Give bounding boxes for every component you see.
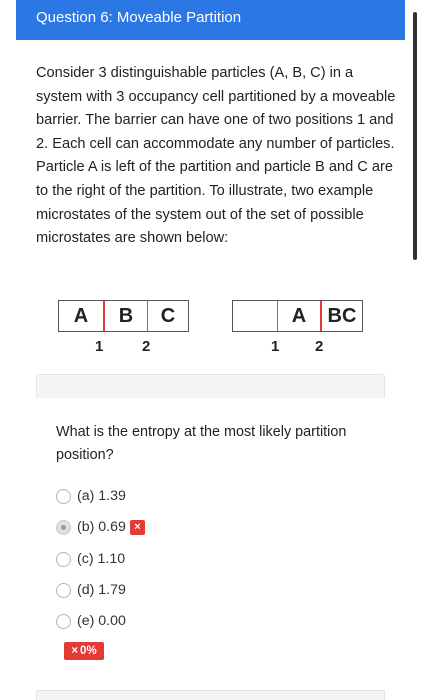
part-header-bar <box>36 374 385 398</box>
position-label-2: 2 <box>142 338 151 355</box>
cell-left: A <box>73 304 89 327</box>
position-label-1: 1 <box>271 338 280 355</box>
score-badge <box>64 642 104 660</box>
radio-button[interactable] <box>56 552 71 567</box>
radio-button-selected[interactable] <box>56 520 71 535</box>
option-label: (b) 0.69 <box>77 519 126 535</box>
problem-statement: Consider 3 distinguishable particles (A, B, C) in a system with 3 occupancy cell partitioned by a moveable barrier. The barrier can have one of two positions 1 and 2. Each cell can accommodate any number of particles. Particle A is left of the partition and particle B and C are to the right of the partition. To illustrate, two example microstates of the system out of the set of possible microstates are shown below: <box>36 65 396 247</box>
option-label: (c) 1.10 <box>77 551 126 567</box>
question-header <box>16 0 405 40</box>
position-label-2: 2 <box>315 338 324 355</box>
option-a[interactable] <box>56 488 126 504</box>
option-label: (a) 1.39 <box>77 488 126 504</box>
option-e[interactable] <box>56 613 126 629</box>
radio-button[interactable] <box>56 614 71 629</box>
cell-right: C <box>160 304 176 327</box>
cell-right: BC <box>327 304 357 327</box>
incorrect-icon: × <box>130 520 145 535</box>
position-label-1: 1 <box>95 338 104 355</box>
next-part-bar <box>36 690 385 700</box>
option-c[interactable] <box>56 551 125 567</box>
option-d[interactable] <box>56 582 126 598</box>
question-text: What is the entropy at the most likely partition position? <box>56 424 347 463</box>
microstate-diagram-2 <box>232 300 363 332</box>
cell-middle: B <box>118 304 134 327</box>
option-label: (e) 0.00 <box>77 613 126 629</box>
option-b[interactable] <box>56 519 145 535</box>
question-title: Question 6: Moveable Partition <box>36 9 242 26</box>
scrollbar[interactable] <box>413 12 417 260</box>
radio-button[interactable] <box>56 489 71 504</box>
score-value: 0% <box>80 645 97 657</box>
cell-left <box>233 301 277 331</box>
microstate-diagram-1 <box>58 300 189 332</box>
option-label: (d) 1.79 <box>77 582 126 598</box>
score-x-icon: × <box>71 645 79 657</box>
cell-middle: A <box>291 304 307 327</box>
radio-button[interactable] <box>56 583 71 598</box>
